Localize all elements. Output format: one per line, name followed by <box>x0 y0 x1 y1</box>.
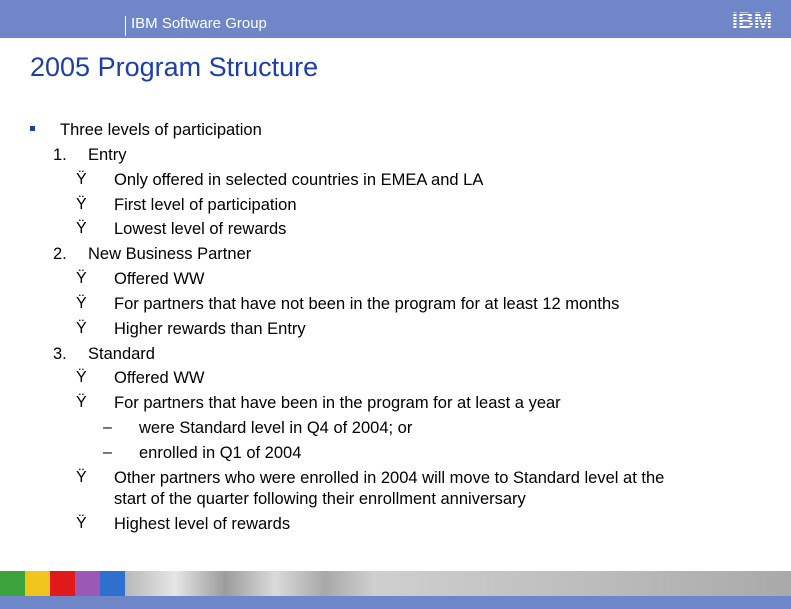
svg-text:IBM: IBM <box>731 8 773 31</box>
bullet-icon: Ÿ <box>76 171 87 188</box>
header-divider <box>125 16 126 36</box>
square-bullet-icon <box>30 126 35 131</box>
dash-icon: – <box>103 444 112 461</box>
color-block <box>50 571 75 596</box>
list-item: Lowest level of rewards <box>114 220 287 238</box>
level-name: Entry <box>88 146 127 164</box>
bullet-icon: Ÿ <box>76 369 87 386</box>
list-item: Higher rewards than Entry <box>114 320 306 338</box>
list-item: Offered WW <box>114 270 205 288</box>
list-item: Other partners who were enrolled in 2004 will move to Standard level at the <box>114 469 665 487</box>
color-block <box>0 571 25 596</box>
bullet-icon: Ÿ <box>76 469 87 486</box>
sub-list-item: were Standard level in Q4 of 2004; or <box>139 419 413 437</box>
bullet-icon: Ÿ <box>76 320 87 337</box>
header-bar <box>0 0 791 38</box>
footer-strip <box>0 571 791 609</box>
list-item: For partners that have been in the program for at least a year <box>114 394 561 412</box>
intro-line: Three levels of participation <box>60 121 262 139</box>
page-title: 2005 Program Structure <box>30 52 319 82</box>
dash-icon: – <box>103 419 112 436</box>
color-block <box>100 571 125 596</box>
list-item: For partners that have not been in the program for at least 12 months <box>114 295 620 313</box>
level-number: 2. <box>53 245 67 263</box>
color-block <box>75 571 100 596</box>
header-group-label: IBM Software Group <box>131 15 267 32</box>
level-name: New Business Partner <box>88 245 252 263</box>
level-number: 1. <box>53 146 67 164</box>
level-number: 3. <box>53 345 67 363</box>
photo-collage <box>125 571 375 596</box>
bullet-icon: Ÿ <box>76 196 87 213</box>
bullet-icon: Ÿ <box>76 394 87 411</box>
list-item: Only offered in selected countries in EMEA and LA <box>114 171 484 189</box>
list-item: Highest level of rewards <box>114 515 291 533</box>
gray-gradient <box>375 571 791 596</box>
list-item-continued: start of the quarter following their enrollment anniversary <box>114 490 526 508</box>
bullet-icon: Ÿ <box>76 515 87 532</box>
color-block <box>25 571 50 596</box>
bullet-icon: Ÿ <box>76 220 87 237</box>
list-item: First level of participation <box>114 196 297 214</box>
ibm-logo-icon <box>724 8 780 31</box>
footer-band <box>0 596 791 609</box>
sub-list-item: enrolled in Q1 of 2004 <box>139 444 302 462</box>
bullet-icon: Ÿ <box>76 270 87 287</box>
level-name: Standard <box>88 345 155 363</box>
bullet-icon: Ÿ <box>76 295 87 312</box>
list-item: Offered WW <box>114 369 205 387</box>
